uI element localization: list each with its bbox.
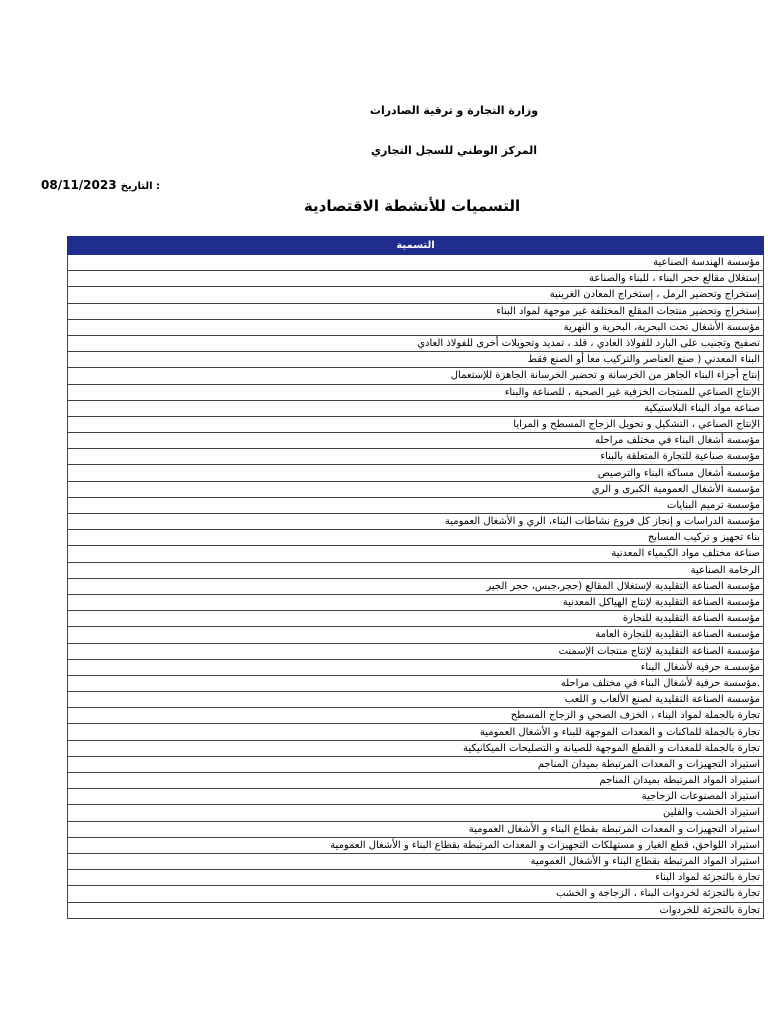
activity-cell: صناعة مختلف مواد الكيمياء المعدنية [68, 546, 764, 562]
activity-cell: البناء المعدني ( صنع العناصر والتركيب معا أو الصنع فقط [68, 352, 764, 368]
activity-cell: الإنتاج الصناعي ، التشكيل و تحويل الزجاج المسطح و المرايا [68, 416, 764, 432]
column-header-designation: التسمية [68, 237, 764, 255]
table-row [68, 335, 764, 351]
date-label: التاريخ : [120, 181, 160, 192]
activity-cell: استيراد المواد المرتبطة بميدان المناجم [68, 773, 764, 789]
table-row [68, 756, 764, 772]
activity-cell: مؤسسة الهندسة الصناعية [68, 255, 764, 271]
table-row [68, 449, 764, 465]
activity-cell: تجارة بالجملة للماكنات و المعدات الموجهة للبناء و الأشغال العمومية [68, 724, 764, 740]
table-row [68, 433, 764, 449]
table-row [68, 902, 764, 918]
date-value: 08/11/2023 [41, 178, 117, 192]
activity-cell: مؤسسة الصناعة التقليدية لإنتاج الهياكل المعدنية [68, 594, 764, 610]
table-row [68, 578, 764, 594]
table-row [68, 740, 764, 756]
activity-cell: إنتاج أجزاء البناء الجاهز من الخرسانة و تحضير الخرسانة الجاهزة للإستعمال [68, 368, 764, 384]
table-row [68, 319, 764, 335]
activity-cell: مؤسسة الصناعة التقليدية لإنتاج منتجات الإسمنت [68, 643, 764, 659]
table-row [68, 627, 764, 643]
activity-cell: صناعة مواد البناء البلاستيكية [68, 400, 764, 416]
table-row [68, 837, 764, 853]
date-block [41, 178, 160, 192]
table-row [68, 611, 764, 627]
table-row [68, 400, 764, 416]
activity-cell: تجارة بالتجزئة لخردوات البناء ، الزجاجة و الخشب [68, 886, 764, 902]
center-name: المركز الوطني للسجل التجاري [370, 144, 538, 157]
table-row [68, 692, 764, 708]
table-row [68, 514, 764, 530]
activity-cell: مؤسسة الصناعة التقليدية للنجارة [68, 611, 764, 627]
activity-cell: استيراد الخشب والفلين [68, 805, 764, 821]
activity-cell: إستخراج وتحضير الرمل ، إستخراج المعادن الغرينية [68, 287, 764, 303]
table-row [68, 594, 764, 610]
activity-cell: استيراد المصنوعات الزجاجية [68, 789, 764, 805]
activity-cell: إستغلال مقالع حجر البناء ، للبناء والصناعة [68, 271, 764, 287]
activity-cell: بناء تجهيز و تركيب المسابح [68, 530, 764, 546]
activity-cell: تجارة بالتجزئة لمواد البناء [68, 870, 764, 886]
activity-cell: مؤسسة الأشغال تحت البحرية، البحرية و النهرية [68, 319, 764, 335]
table-body [68, 255, 764, 919]
table-row [68, 773, 764, 789]
table-row [68, 481, 764, 497]
table-row [68, 853, 764, 869]
table-row [68, 675, 764, 691]
activity-cell: .مؤسسة حرفية لأشغال البناء في مختلف مراحله [68, 675, 764, 691]
activity-cell: مؤسسة الأشغال العمومية الكبرى و الري [68, 481, 764, 497]
activity-cell: مؤسسـة حرفية لأشغال البناء [68, 659, 764, 675]
activity-cell: استيراد اللواحق، قطع الغيار و مستهلكات التجهيزات و المعدات المرتبطة بقطاع البناء و الأشغال العمومية [68, 837, 764, 853]
table-row [68, 287, 764, 303]
activity-cell: مؤسسة أشغال مساكة البناء والترصيص [68, 465, 764, 481]
activity-cell: استيراد التجهيزات و المعدات المرتبطة بقطاع البناء و الأشغال العمومية [68, 821, 764, 837]
table-row [68, 659, 764, 675]
table-row [68, 886, 764, 902]
table-row [68, 352, 764, 368]
table-row [68, 546, 764, 562]
table-row [68, 416, 764, 432]
activities-table [67, 236, 764, 919]
table-row [68, 805, 764, 821]
table-row [68, 708, 764, 724]
activity-cell: مؤسسة الصناعة التقليدية للنجارة العامة [68, 627, 764, 643]
table-row [68, 724, 764, 740]
ministry-name: وزارة التجارة و ترقية الصادرات [369, 104, 539, 117]
activity-cell: مؤسسة الصناعة التقليدية لإستغلال المقالع (حجر،جبس، حجر الجير [68, 578, 764, 594]
table-row [68, 303, 764, 319]
table-row [68, 368, 764, 384]
table-row [68, 530, 764, 546]
activity-cell: تجارة بالجملة للمعدات و القطع الموجهة للصيانة و التصليحات الميكانيكية [68, 740, 764, 756]
activity-cell: مؤسسة ترميم البنايات [68, 497, 764, 513]
activity-cell: تجارة بالتجزئة للخردوات [68, 902, 764, 918]
activity-cell: مؤسسة صناعية للتجارة المتعلقة بالبناء [68, 449, 764, 465]
table-row [68, 497, 764, 513]
activity-cell: الإنتاج الصناعي للمنتجات الخزفية غير الصحية ، للصناعة والبناء [68, 384, 764, 400]
activity-cell: تصفيح وتجنيب على البارد للفولاذ العادي ، قلد ، تمديد وتحويلات أخرى للفولاذ العادي [68, 335, 764, 351]
document-title: التسميات للأنشطة الاقتصادية [303, 197, 521, 215]
activity-cell: تجارة بالجملة لمواد البناء ، الخزف الصحي و الزجاج المسطح [68, 708, 764, 724]
activity-cell: إستخراج وتحضير منتجات المقلع المختلفة غير موجهة لمواد البناء [68, 303, 764, 319]
activity-cell: الرخامة الصناعية [68, 562, 764, 578]
activity-cell: مؤسسة الصناعة التقليدية لصنع الألعاب و اللعب [68, 692, 764, 708]
activity-cell: مؤسسة أشغال البناء في مختلف مراحله [68, 433, 764, 449]
table-row [68, 643, 764, 659]
table-row [68, 384, 764, 400]
table-row [68, 821, 764, 837]
table-row [68, 562, 764, 578]
table-header-row [68, 237, 764, 255]
activity-cell: استيراد المواد المرتبطة بقطاع البناء و الأشغال العمومية [68, 853, 764, 869]
table-row [68, 465, 764, 481]
activity-cell: مؤسسة الدراسات و إنجاز كل فروع نشاطات البناء، الري و الأشغال العمومية [68, 514, 764, 530]
table-row [68, 870, 764, 886]
activity-cell: استيراد التجهيزات و المعدات المرتبطة بميدان المناجم [68, 756, 764, 772]
table-row [68, 255, 764, 271]
table-row [68, 789, 764, 805]
table-row [68, 271, 764, 287]
